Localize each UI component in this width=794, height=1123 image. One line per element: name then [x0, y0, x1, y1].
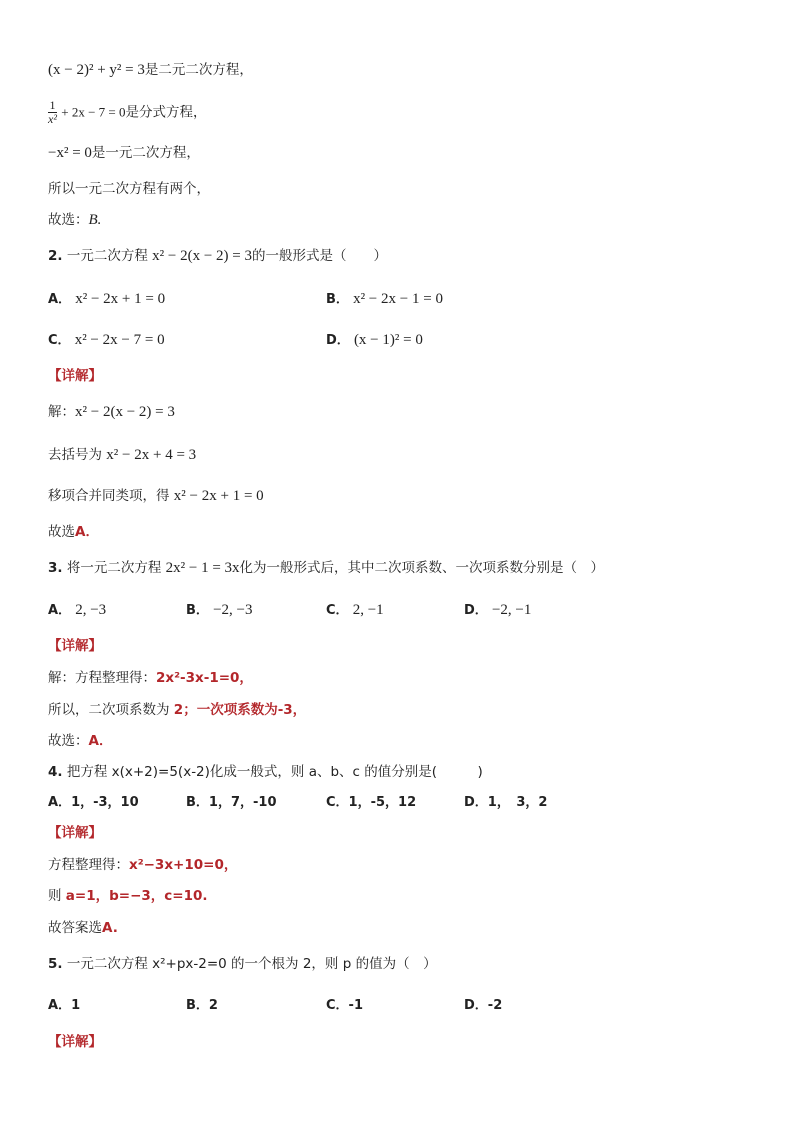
- option-math: x² − 2x + 1 = 0: [75, 291, 166, 307]
- step-text: 则: [48, 888, 62, 904]
- question-text: 将一元二次方程: [66, 560, 162, 576]
- solution-step-3: [48, 918, 118, 938]
- option-b[interactable]: [186, 600, 252, 621]
- step-text: 所以，二次项系数为: [48, 702, 170, 718]
- answer-value: x²−3x+10=0，: [129, 857, 238, 873]
- solution-step-1: [48, 402, 175, 422]
- step-text: 解：: [48, 404, 75, 420]
- question-number: 5.: [48, 956, 63, 972]
- option-math: (x − 1)² = 0: [353, 332, 423, 348]
- option-c[interactable]: [326, 996, 363, 1016]
- detail-heading: 【详解】: [48, 825, 102, 841]
- solution-step-4: [48, 522, 99, 542]
- equation: x² − 2(x − 2) = 3: [152, 248, 252, 264]
- option-label: C．: [48, 333, 71, 348]
- option-d[interactable]: [464, 793, 547, 813]
- step-text: 移项合并同类项，得: [48, 488, 170, 504]
- question-text: 把方程 x(x+2)=5(x-2)化成一般式，则 a、b、c 的值分别是( ): [66, 764, 483, 780]
- option-d[interactable]: [464, 996, 502, 1016]
- question-text: 一元二次方程 x²+px-2=0 的一个根为 2，则 p 的值为（ ）: [66, 956, 437, 972]
- option-label: C．: [326, 998, 349, 1013]
- option-a[interactable]: [48, 996, 80, 1016]
- option-c[interactable]: [326, 793, 416, 813]
- option-text: -2: [487, 998, 503, 1013]
- equation: + 2x − 7 = 0: [61, 104, 126, 120]
- eq-desc: 是分式方程，: [125, 104, 207, 121]
- equation: (x − 2)² + y² = 3: [48, 62, 145, 78]
- option-label: B．: [186, 998, 209, 1013]
- equation: x² − 2(x − 2) = 3: [75, 404, 175, 420]
- eq-desc: 是二元二次方程，: [144, 62, 253, 78]
- eq-line-1: [48, 60, 253, 80]
- option-label: A．: [48, 998, 72, 1013]
- option-label: B．: [186, 603, 209, 618]
- option-label: A．: [48, 795, 72, 810]
- option-text: 1，7，-10: [208, 795, 277, 810]
- question-text: 一元二次方程: [66, 248, 148, 264]
- answer-line: [48, 210, 101, 230]
- option-a[interactable]: [48, 600, 106, 621]
- option-label: A．: [48, 292, 72, 307]
- option-label: D．: [464, 795, 488, 810]
- option-b[interactable]: [186, 996, 218, 1016]
- option-d[interactable]: [326, 330, 423, 351]
- option-math: x² − 2x − 7 = 0: [74, 332, 165, 348]
- option-a[interactable]: [48, 289, 165, 310]
- numerator: 1: [49, 98, 56, 112]
- eq-desc: 是一元二次方程，: [91, 145, 200, 161]
- option-label: B．: [326, 292, 349, 307]
- question-text: 化为一般形式后，其中二次项系数、一次项系数分别是（ ）: [239, 560, 605, 576]
- option-math: x² − 2x − 1 = 0: [353, 291, 443, 307]
- answer-value: A．: [75, 524, 99, 540]
- option-label: C．: [326, 603, 349, 618]
- option-label: A．: [48, 603, 72, 618]
- option-text: 1: [71, 998, 81, 1013]
- question-number: 2.: [48, 248, 63, 264]
- option-text: 1，-3，10: [71, 795, 139, 810]
- option-math: 2, −3: [75, 602, 107, 618]
- option-c[interactable]: [326, 600, 384, 621]
- detail-heading: 【详解】: [48, 368, 102, 384]
- option-b[interactable]: [186, 793, 277, 813]
- conclusion-line: 所以一元二次方程有两个，: [48, 181, 210, 197]
- denominator: x²: [48, 112, 57, 126]
- option-a[interactable]: [48, 793, 139, 813]
- solution-step-1: [48, 668, 253, 688]
- question-text: 的一般形式是（ ）: [252, 248, 387, 264]
- option-text: 1， 3，2: [487, 795, 548, 810]
- solution-step-2: [48, 886, 208, 906]
- option-math: −2, −1: [491, 602, 532, 618]
- question-3: [48, 558, 604, 578]
- option-label: B．: [186, 795, 209, 810]
- answer-value: 2x²-3x-1=0，: [156, 670, 253, 686]
- question-4: [48, 762, 483, 782]
- option-text: 2: [208, 998, 218, 1013]
- step-text: 故选: [48, 524, 75, 540]
- option-label: D．: [464, 998, 488, 1013]
- question-2: [48, 246, 387, 266]
- solution-step-3: [48, 731, 112, 751]
- option-text: -1: [348, 998, 363, 1013]
- option-label: C．: [326, 795, 349, 810]
- question-5: [48, 954, 437, 974]
- answer-prefix: 故选：: [48, 212, 89, 228]
- step-text: 方程整理得：: [48, 857, 129, 873]
- equation: −x² = 0: [48, 145, 92, 161]
- option-d[interactable]: [464, 600, 531, 621]
- question-number: 3.: [48, 560, 63, 576]
- option-b[interactable]: [326, 289, 443, 310]
- step-text: 去括号为: [48, 447, 102, 463]
- answer-value: A.: [102, 920, 118, 936]
- eq-line-2: [48, 99, 206, 126]
- equation: x² − 2x + 1 = 0: [173, 488, 264, 504]
- detail-heading: 【详解】: [48, 1034, 102, 1050]
- eq-line-3: [48, 143, 200, 163]
- answer-value: B.: [88, 212, 102, 228]
- equation: x² − 2x + 4 = 3: [106, 447, 197, 463]
- step-text: 解：方程整理得：: [48, 670, 156, 686]
- answer-value: A．: [88, 733, 113, 749]
- option-label: D．: [326, 333, 350, 348]
- question-number: 4.: [48, 764, 63, 780]
- option-math: 2, −1: [352, 602, 384, 618]
- option-label: D．: [464, 603, 488, 618]
- answer-value: a=1，b=−3，c=10.: [65, 888, 208, 904]
- solution-step-1: [48, 855, 237, 875]
- solution-step-3: [48, 486, 264, 506]
- step-text: 故选：: [48, 733, 89, 749]
- answer-value: 2；一次项系数为-3，: [173, 702, 307, 718]
- solution-step-2: [48, 445, 196, 465]
- fraction: [48, 99, 57, 126]
- option-text: 1，-5，12: [348, 795, 417, 810]
- option-c[interactable]: [48, 330, 165, 351]
- equation: 2x² − 1 = 3x: [165, 560, 240, 576]
- detail-heading: 【详解】: [48, 638, 102, 654]
- solution-step-2: [48, 700, 306, 720]
- option-math: −2, −3: [213, 602, 253, 618]
- step-text: 故答案选: [48, 920, 102, 936]
